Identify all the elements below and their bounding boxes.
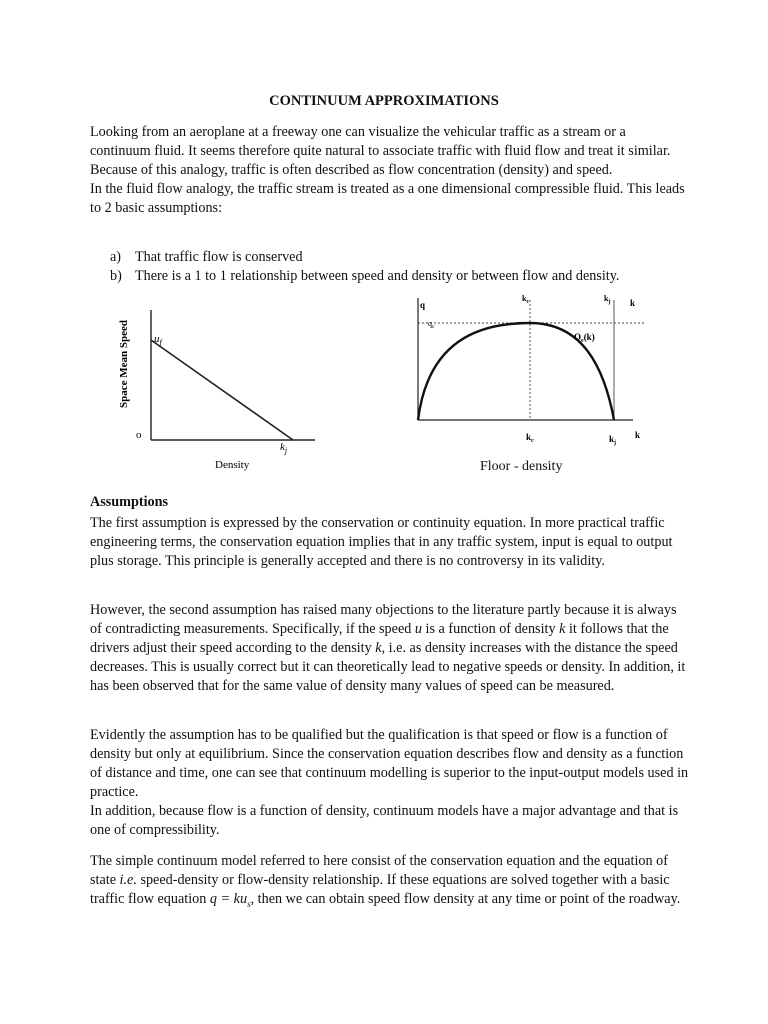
- list-marker: a): [110, 249, 122, 265]
- y-axis-label: Space Mean Speed: [118, 320, 130, 408]
- intro-paragraph-1: Looking from an aeroplane at a freeway one can visualize the vehicular traffic as a stream or a continuum fluid. It seems therefore quite natural to associate traffic with fluid flow and treat it similar. Because of this analogy, traffic is often described as flow concentration (density) and speed.: [90, 124, 671, 178]
- intro-paragraph-2: In the fluid flow analogy, the traffic stream is treated as a one dimensional compressible fluid. This leads to 2 basic assumptions:: [90, 181, 685, 216]
- kc-bottom-label: $k_c$: [526, 432, 534, 444]
- page-title: CONTINUUM APPROXIMATIONS: [269, 93, 499, 109]
- kj-top-label: $k_j$: [604, 294, 611, 305]
- qc-label: $q_c$: [428, 319, 435, 330]
- list-item-text: That traffic flow is conserved: [135, 249, 303, 265]
- flow-equation: $q = ku_s$: [209, 891, 251, 909]
- assumption-list: [110, 248, 710, 286]
- paragraph-conservation: The first assumption is expressed by the conservation or continuity equation. In more practical traffic engineering terms, the conservation equation implies that in any traffic system, input is equal to output plus storage. This principle is generally accepted and there is no controversy in its validity.: [90, 515, 673, 569]
- x-axis-label: Density: [215, 459, 250, 471]
- curve-label: $Q_e(k)$: [574, 332, 595, 344]
- k-bottom-label: k: [635, 430, 641, 440]
- paragraph-qualification: Evidently the assumption has to be qualified but the qualification is that speed or flow is a function of density but only at equilibrium. Since the conservation equation describes flow and density as a function of distance and time, one can see that continuum modelling is superior to the input-output models used in practice.: [90, 727, 689, 800]
- section-heading: Assumptions: [90, 494, 169, 510]
- flow-density-figure: [408, 286, 648, 451]
- kj-bottom-label: $k_j$: [609, 434, 617, 446]
- paragraph-continuum-model: The simple continuum model referred to here consist of the conservation equation and the equation of state i.e. speed-density or flow-density relationship. If these equations are solved together with a basic traffic flow equation $q = ku_s$, then we can obtain speed flow density at any time or point of the roadway.: [90, 853, 681, 909]
- kj-label: $k_j$: [280, 441, 288, 455]
- speed-density-figure: [110, 298, 320, 473]
- list-item-text: There is a 1 to 1 relationship between speed and density or between flow and density.: [135, 268, 620, 284]
- list-item: [110, 248, 710, 267]
- kc-top-label: $k_c$: [522, 294, 530, 305]
- origin-label: o: [136, 429, 142, 441]
- paragraph-equilibrium: [90, 726, 690, 840]
- figure-caption: Floor - density: [480, 459, 563, 474]
- list-item: [110, 267, 710, 286]
- k-top-label: k: [630, 298, 636, 308]
- paragraph-second-assumption: However, the second assumption has raised many objections to the literature partly because it is always of contradicting measurements. Specifically, if the speed u is a function of density k it follows that the drivers adjust their speed according to the density k, i.e. as density increases with the distance the speed decreases. This is usually correct but it can theoretically lead to negative speeds or density. In addition, it has been observed that for the same value of density many values of speed can be measured.: [90, 602, 686, 694]
- q-axis-label: q: [420, 300, 426, 310]
- speed-density-line: [151, 340, 293, 440]
- uf-label: $u_f$: [154, 333, 162, 347]
- paragraph-compressibility: In addition, because flow is a function of density, continuum models have a major advantage and that is one of compressibility.: [90, 803, 679, 838]
- list-marker: b): [110, 268, 122, 284]
- intro-section: [90, 123, 690, 218]
